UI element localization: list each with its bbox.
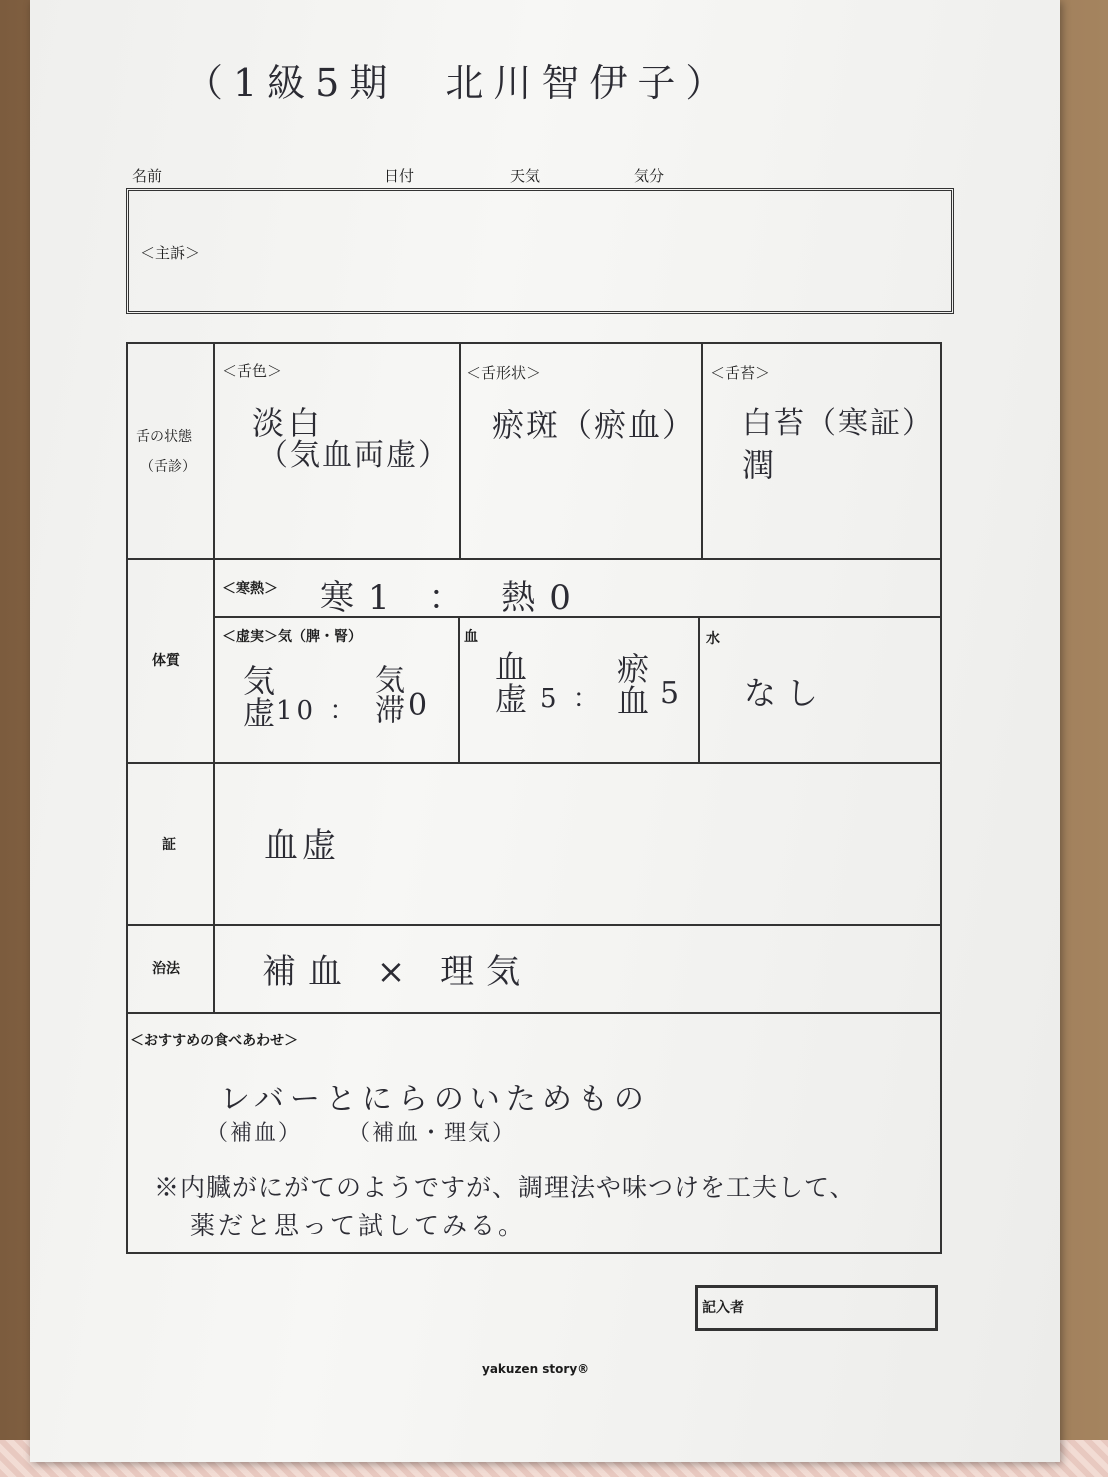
qi-deficiency: 気虚 (238, 664, 276, 728)
treatment-value: 補血 × 理気 (262, 952, 533, 992)
recommendation-advice-2: 薬だと思って試してみる。 (190, 1211, 527, 1240)
blood-stasis-value: 5 (660, 676, 684, 711)
qi-blood-divider (458, 616, 460, 762)
blood-stasis: 瘀血 (612, 652, 650, 716)
recommendation-dish: レバーとにらのいためもの (220, 1082, 650, 1117)
mood-label: 気分 (634, 167, 665, 185)
water-value: なし (744, 674, 829, 712)
water-label: 水 (706, 631, 720, 647)
complaint-label: ＜主訴＞ (140, 244, 201, 262)
treatment-row-label: 治法 (152, 961, 180, 977)
tongue-color-label: ＜舌色＞ (222, 362, 283, 380)
recorder-label: 記入者 (702, 1300, 744, 1316)
tongue-divider-1 (459, 342, 461, 558)
blood-label: 血 (464, 629, 478, 645)
cold-heat-label: ＜寒熱＞ (222, 581, 278, 597)
tongue-row-label: 舌の状態 (136, 429, 192, 445)
row-divider-4 (126, 1012, 942, 1014)
tongue-coating-label: ＜舌苔＞ (710, 364, 771, 382)
tongue-divider-2 (701, 342, 703, 558)
tongue-shape-value: 瘀斑（瘀血） (492, 406, 697, 444)
qi-label: ＜虚実＞気（脾・腎） (222, 629, 362, 645)
header-note: （1級5期 北川智伊子） (185, 61, 734, 105)
row-divider-2 (126, 762, 942, 764)
label-column-divider (213, 342, 215, 1014)
date-label: 日付 (384, 167, 415, 185)
cold-heat-value: 寒1 ： 熱0 (320, 578, 585, 618)
pattern-row-label: 証 (162, 837, 176, 853)
qi-ratio: 10 ： (276, 696, 360, 726)
row-divider-1 (126, 558, 942, 560)
form-sheet (30, 0, 1060, 1462)
blood-ratio: 5 ： (540, 684, 603, 714)
recommendation-advice-1: ※内臓がにがてのようですが、調理法や味つけを工夫して、 (154, 1173, 856, 1202)
constitution-row-label: 体質 (152, 653, 180, 669)
tongue-color-value: 淡白 (252, 404, 325, 442)
qi-stagnation-value: 0 (408, 688, 432, 723)
recommendation-label: ＜おすすめの食べあわせ＞ (130, 1033, 299, 1049)
blood-water-divider (698, 616, 700, 762)
recommendation-note-a: （補血） (206, 1121, 303, 1146)
name-label: 名前 (132, 167, 163, 185)
complaint-box (126, 188, 954, 314)
tongue-color-note: （気血両虚） (258, 438, 450, 473)
weather-label: 天気 (510, 167, 541, 185)
tongue-coating-value: 白苔（寒証） (742, 406, 934, 441)
tongue-row-sublabel: （舌診） (140, 459, 196, 475)
qi-stagnation: 気滞 (369, 664, 404, 724)
recommendation-note-b: （補血・理気） (348, 1121, 517, 1146)
blood-deficiency: 血虚 (490, 650, 528, 714)
row-divider-3 (126, 924, 942, 926)
footer-brand: yakuzen story® (482, 1362, 590, 1376)
pattern-value: 血虚 (264, 826, 340, 866)
tongue-shape-label: ＜舌形状＞ (466, 364, 542, 382)
tongue-coating-value-2: 潤 (742, 446, 779, 484)
